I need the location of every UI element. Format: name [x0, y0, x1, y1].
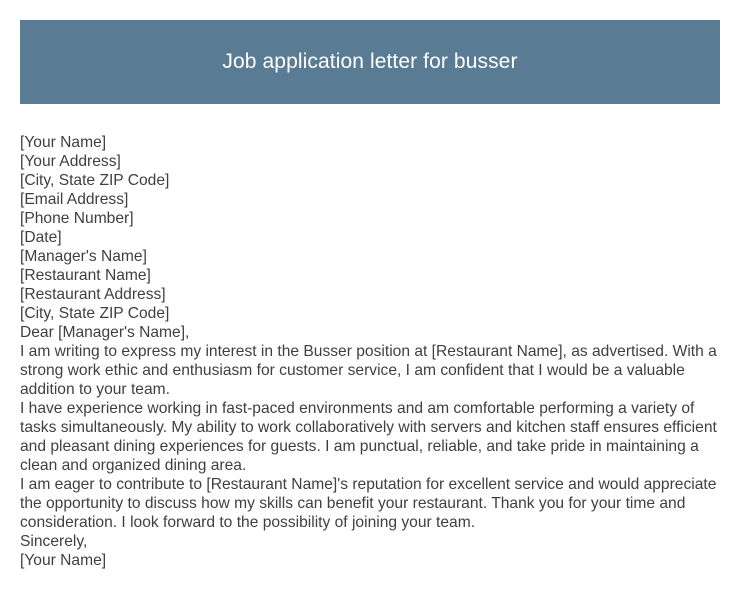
- recipient-name: [Manager's Name]: [20, 248, 147, 265]
- restaurant-name: [Restaurant Name]: [20, 267, 151, 284]
- sender-address: [Your Address]: [20, 153, 121, 170]
- paragraph-experience: I have experience working in fast-paced environments and am comfortable performing a variety of tasks simultaneously. My ability to work collaboratively with servers and kitchen staff ensures efficient and pleasant dining experiences for guests. I am punctual, reliable, and take pride in maintaining a clean and organized dining area.: [20, 400, 717, 474]
- paragraph-closing: I am eager to contribute to [Restaurant Name]'s reputation for excellent service and would appreciate the opportunity to discuss how my skills can benefit your restaurant. Thank you for your time and consideration. I look forward to the possibility of joining your team.: [20, 476, 717, 531]
- sender-email: [Email Address]: [20, 191, 129, 208]
- sign-off: Sincerely,: [20, 533, 88, 550]
- letter-date: [Date]: [20, 229, 62, 246]
- sender-name: [Your Name]: [20, 134, 107, 151]
- restaurant-address: [Restaurant Address]: [20, 286, 166, 303]
- sender-phone: [Phone Number]: [20, 210, 134, 227]
- letter-body: [20, 133, 725, 570]
- paragraph-intro: I am writing to express my interest in the Busser position at [Restaurant Name], as advertised. With a strong work ethic and enthusiasm for customer service, I am confident that I would be a valuable addition to your team.: [20, 343, 717, 398]
- page-title: Job application letter for busser: [222, 50, 518, 73]
- title-banner: [20, 20, 720, 104]
- sender-city-state-zip: [City, State ZIP Code]: [20, 172, 170, 189]
- salutation: Dear [Manager's Name],: [20, 324, 190, 341]
- restaurant-city-state-zip: [City, State ZIP Code]: [20, 305, 170, 322]
- signature-name: [Your Name]: [20, 552, 107, 569]
